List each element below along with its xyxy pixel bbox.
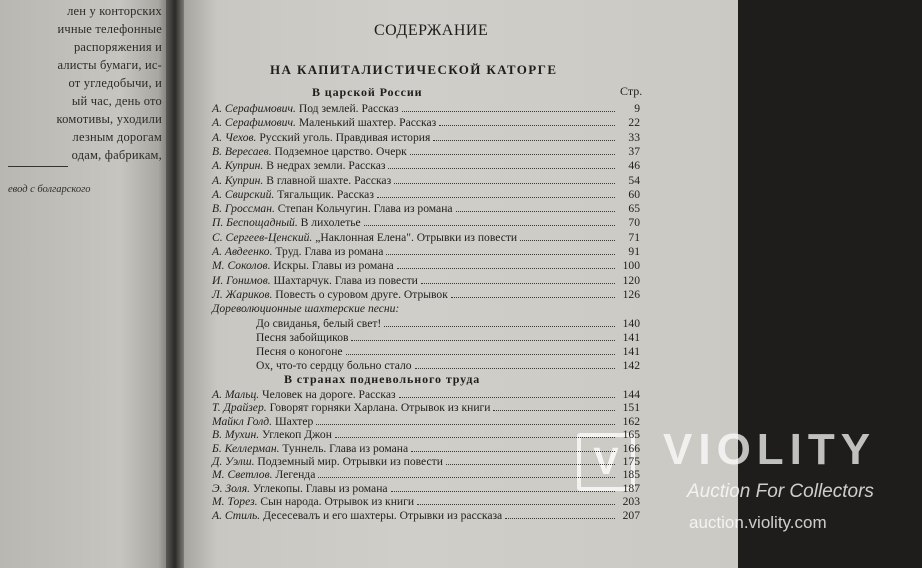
- toc-entry: [212, 482, 640, 496]
- toc-leader-dots: [520, 240, 615, 241]
- toc-page-number: 46: [628, 159, 640, 172]
- toc-leader-dots: [451, 297, 615, 298]
- toc-entry: [212, 455, 640, 469]
- toc-entry: [212, 188, 640, 202]
- toc-page-number: 144: [622, 388, 640, 401]
- toc-title: Ох, что-то сердцу больно стало: [256, 359, 412, 372]
- toc-title: Искры. Главы из романа: [273, 259, 394, 272]
- toc-author: А. Куприн.: [212, 159, 264, 172]
- toc-page-number: 162: [622, 415, 640, 428]
- toc-page-number: 166: [622, 442, 640, 455]
- left-page-line: одам, фабрикам,: [71, 148, 162, 162]
- toc-entry: [212, 131, 640, 145]
- toc-page-number: 100: [622, 259, 640, 272]
- toc-author: Майкл Голд.: [212, 415, 273, 428]
- toc-title: Маленький шахтер. Рассказ: [298, 116, 437, 129]
- translator-note: евод с болгарского: [8, 184, 91, 195]
- toc-page-number: 54: [628, 174, 640, 187]
- left-page-line: распоряжения и: [73, 40, 162, 54]
- toc-entry: [212, 202, 640, 216]
- toc-leader-dots: [397, 268, 615, 269]
- toc-author: Т. Драйзер.: [212, 401, 267, 414]
- toc-leader-dots: [335, 437, 615, 438]
- toc-page-number: 22: [628, 116, 640, 129]
- toc-leader-dots: [386, 254, 615, 255]
- toc-leader-dots: [388, 168, 615, 169]
- toc-entry: [212, 388, 640, 402]
- toc-leader-dots: [318, 477, 615, 478]
- toc-leader-dots: [456, 211, 615, 212]
- toc-entry: [212, 145, 640, 159]
- toc-page-number: 60: [628, 188, 640, 201]
- toc-leader-dots: [493, 410, 615, 411]
- toc-author: Л. Жариков.: [212, 288, 273, 301]
- toc-leader-dots: [384, 326, 615, 327]
- toc-author: И. Гонимов.: [212, 274, 271, 287]
- toc-leader-dots: [316, 424, 615, 425]
- toc-page-number: 126: [622, 288, 640, 301]
- toc-page-number: 141: [622, 345, 640, 358]
- left-page-line: ый час, день ото: [71, 94, 162, 108]
- toc-page-number: 151: [622, 401, 640, 414]
- toc-leader-dots: [402, 111, 615, 112]
- toc-page-number: 120: [622, 274, 640, 287]
- toc-author: П. Беспощадный.: [212, 216, 298, 229]
- subsection-heading: В царской России: [312, 85, 423, 99]
- toc-entry: [212, 102, 640, 116]
- left-page-line: лен у конторских: [67, 4, 162, 18]
- toc-title: Углекопы. Главы из романа: [252, 482, 388, 495]
- toc-leader-dots: [415, 368, 615, 369]
- left-page: [0, 0, 172, 568]
- toc-entry: [212, 159, 640, 173]
- toc-author: М. Светлов.: [212, 468, 273, 481]
- toc-page-number: 141: [622, 331, 640, 344]
- toc-title: Углекоп Джон: [262, 428, 332, 441]
- toc-page-number: 33: [628, 131, 640, 144]
- toc-leader-dots: [410, 154, 615, 155]
- toc-leader-dots: [399, 397, 615, 398]
- toc-page-number: 71: [628, 231, 640, 244]
- toc-title: Шахтер: [274, 415, 314, 428]
- toc-entry: [212, 174, 640, 188]
- toc-title: Десесевалъ и его шахтеры. Отрывки из рассказа: [263, 509, 503, 522]
- contents-page: [184, 0, 877, 568]
- toc-title: В недрах земли. Рассказ: [266, 159, 386, 172]
- toc-leader-dots: [421, 283, 615, 284]
- toc-title: Сын народа. Отрывок из книги: [260, 495, 415, 508]
- toc-author: В. Гроссман.: [212, 202, 275, 215]
- toc-page-number: 142: [622, 359, 640, 372]
- toc-leader-dots: [417, 504, 615, 505]
- toc-author: А. Чехов.: [212, 131, 257, 144]
- toc-title: Труд. Глава из романа: [275, 245, 384, 258]
- toc-title: Песня о коногоне: [256, 345, 343, 358]
- toc-leader-dots: [346, 354, 615, 355]
- watermark-logo-letter: V: [593, 440, 619, 483]
- toc-page-number: 187: [622, 482, 640, 495]
- toc-entry: [212, 216, 640, 230]
- left-page-line: лезным дорогам: [72, 130, 162, 144]
- toc-title: Песня забойщиков: [256, 331, 349, 344]
- toc-title: Туннель. Глава из романа: [282, 442, 409, 455]
- toc-leader-dots: [394, 183, 615, 184]
- toc-page-number: 175: [622, 455, 640, 468]
- toc-title: Говорят горняки Харлана. Отрывок из книги: [269, 401, 491, 414]
- toc-leader-dots: [411, 451, 615, 452]
- page-title: СОДЕРЖАНИЕ: [374, 22, 489, 39]
- toc-entry: [212, 288, 640, 302]
- section-heading: НА КАПИТАЛИСТИЧЕСКОЙ КАТОРГЕ: [270, 62, 558, 77]
- toc-author: М. Торез.: [212, 495, 258, 508]
- toc-author: Э. Золя.: [212, 482, 250, 495]
- toc-entry: [212, 401, 640, 415]
- toc-title: Подземное царство. Очерк: [274, 145, 407, 158]
- toc-page-number: 165: [622, 428, 640, 441]
- toc-entry: [212, 468, 640, 482]
- toc-author: А. Свирский.: [212, 188, 275, 201]
- toc-title: До свиданья, белый свет!: [256, 317, 382, 330]
- toc-leader-dots: [505, 518, 615, 519]
- toc-author: А. Стиль.: [212, 509, 261, 522]
- toc-author: Б. Келлерман.: [212, 442, 280, 455]
- songs-heading: Дореволюционные шахтерские песни:: [212, 302, 400, 315]
- toc-author: А. Серафимович.: [212, 116, 296, 129]
- toc-page-number: 140: [622, 317, 640, 330]
- toc-author: С. Сергеев-Ценский.: [212, 231, 313, 244]
- toc-entry: [212, 116, 640, 130]
- toc-leader-dots: [439, 125, 615, 126]
- watermark-url: auction.violity.com: [689, 513, 827, 532]
- toc-author: Д. Уэлш.: [212, 455, 255, 468]
- toc-author: В. Мухин.: [212, 428, 260, 441]
- toc-page-number: 70: [628, 216, 640, 229]
- toc-entry: [212, 245, 640, 259]
- left-page-line: ичные телефонные: [57, 22, 162, 36]
- toc-leader-dots: [433, 140, 615, 141]
- toc-entry: [212, 259, 640, 273]
- toc-title: Под землей. Рассказ: [298, 102, 399, 115]
- toc-title: Шахтарчук. Глава из повести: [273, 274, 418, 287]
- toc-title: Тягальщик. Рассказ: [277, 188, 374, 201]
- toc-author: В. Вересаев.: [212, 145, 272, 158]
- toc-entry: [212, 231, 640, 245]
- toc-author: А. Мальц.: [212, 388, 260, 401]
- toc-entry: [212, 415, 640, 429]
- toc-leader-dots: [377, 197, 615, 198]
- page-column-label: Стр.: [620, 84, 643, 98]
- book-gutter: [166, 0, 186, 568]
- footnote-rule: [8, 166, 68, 167]
- toc-title: Легенда: [275, 468, 316, 481]
- toc-page-number: 9: [634, 102, 640, 115]
- watermark-tagline: Auction For Collectors: [687, 481, 874, 502]
- toc-page-number: 185: [622, 468, 640, 481]
- toc-author: А. Серафимович.: [212, 102, 296, 115]
- toc-title: Человек на дороге. Рассказ: [262, 388, 396, 401]
- toc-page-number: 207: [622, 509, 640, 522]
- toc-title: Подземный мир. Отрывки из повести: [257, 455, 443, 468]
- toc-entry: [212, 442, 640, 456]
- toc-entry: [212, 495, 640, 509]
- watermark-name: VIOLITY: [663, 425, 877, 474]
- toc-entry: [256, 345, 640, 359]
- left-page-line: комотивы, уходили: [56, 112, 162, 126]
- left-page-line: алисты бумаги, ис-: [57, 58, 162, 72]
- toc-title: В главной шахте. Рассказ: [266, 174, 392, 187]
- left-page-line: от угледобычи, и: [68, 76, 162, 90]
- toc-entry: [256, 331, 640, 345]
- toc-entry: [256, 359, 640, 373]
- toc-entry: [212, 428, 640, 442]
- toc-leader-dots: [351, 340, 615, 341]
- toc-title: Повесть о суровом друге. Отрывок: [275, 288, 448, 301]
- toc-author: М. Соколов.: [212, 259, 271, 272]
- toc-leader-dots: [446, 464, 615, 465]
- toc-page-number: 37: [628, 145, 640, 158]
- toc-entry: [212, 509, 640, 523]
- toc-author: А. Авдеенко.: [212, 245, 273, 258]
- toc-page-number: 65: [628, 202, 640, 215]
- toc-page-number: 203: [622, 495, 640, 508]
- subsection-heading: В странах подневольного труда: [284, 372, 481, 386]
- toc-page-number: 91: [628, 245, 640, 258]
- toc-entry: [212, 274, 640, 288]
- toc-title: Степан Кольчугин. Глава из романа: [277, 202, 453, 215]
- toc-leader-dots: [364, 225, 615, 226]
- toc-title: „Наклонная Елена". Отрывки из повести: [315, 231, 518, 244]
- toc-author: А. Куприн.: [212, 174, 264, 187]
- toc-leader-dots: [391, 491, 615, 492]
- toc-entry: [256, 317, 640, 331]
- toc-title: В лихолетье: [300, 216, 361, 229]
- toc-title: Русский уголь. Правдивая история: [259, 131, 431, 144]
